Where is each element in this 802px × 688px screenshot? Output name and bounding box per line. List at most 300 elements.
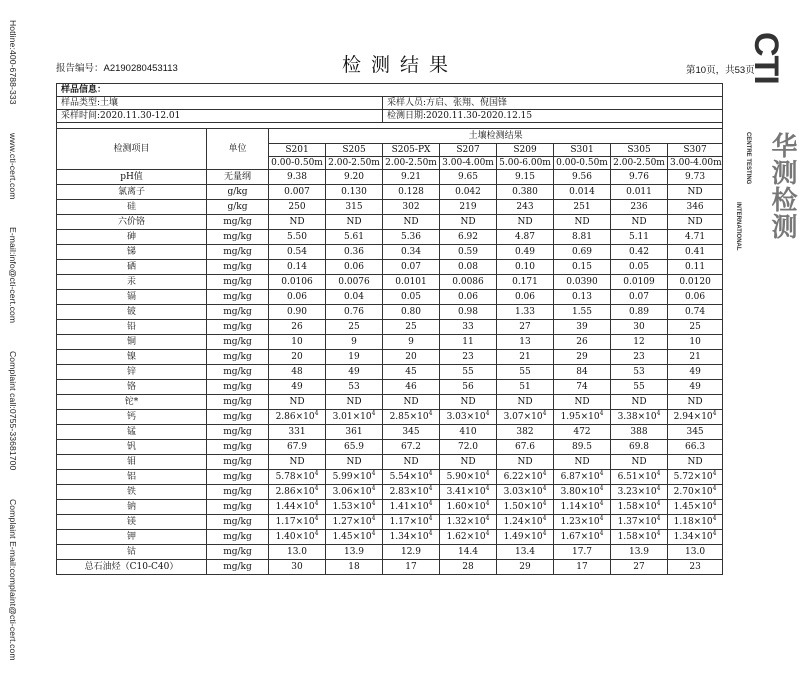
sample-depth-header: 0.00-0.50m xyxy=(554,157,611,170)
table-row xyxy=(57,245,723,260)
result-value xyxy=(440,230,497,245)
result-value-text: ND xyxy=(460,396,476,407)
result-value xyxy=(269,260,326,275)
table-row xyxy=(57,365,723,380)
result-value xyxy=(497,245,554,260)
result-value-text: ND xyxy=(631,216,647,227)
table-row xyxy=(57,410,723,425)
result-value xyxy=(440,275,497,290)
result-value xyxy=(611,545,668,560)
exponent: 4 xyxy=(485,499,490,507)
unit: mg/kg xyxy=(207,260,269,275)
result-value-text: 302 xyxy=(402,201,420,212)
result-value xyxy=(554,305,611,320)
result-value-text: 5.72×10 xyxy=(673,471,713,482)
result-value-text: 8.81 xyxy=(571,231,593,242)
exponent: 4 xyxy=(542,514,547,522)
result-value-text: 20 xyxy=(291,351,303,362)
result-value-text: 1.53×10 xyxy=(332,501,372,512)
result-value-text: 2.86×10 xyxy=(275,486,315,497)
result-value-text: 1.18×10 xyxy=(673,516,713,527)
result-value-text: 0.042 xyxy=(455,186,481,197)
unit: mg/kg xyxy=(207,305,269,320)
result-value xyxy=(668,305,723,320)
result-value xyxy=(497,500,554,515)
exponent: 4 xyxy=(485,484,490,492)
result-value-text: 4.71 xyxy=(685,231,706,242)
result-value xyxy=(269,200,326,215)
result-value xyxy=(611,515,668,530)
result-value-text: 1.45×10 xyxy=(332,531,372,542)
item-header: 检测项目 xyxy=(57,129,207,170)
table-row xyxy=(57,305,723,320)
result-value-text: 9 xyxy=(408,336,414,347)
result-value-text: ND xyxy=(460,456,476,467)
result-value xyxy=(383,335,440,350)
result-value xyxy=(497,530,554,545)
result-value-text: 5.78×10 xyxy=(275,471,315,482)
exponent: 4 xyxy=(599,529,604,537)
result-value xyxy=(440,215,497,230)
result-value xyxy=(668,215,723,230)
result-value xyxy=(383,545,440,560)
result-value xyxy=(383,305,440,320)
result-value-text: 0.34 xyxy=(400,246,422,257)
result-value xyxy=(269,470,326,485)
result-value xyxy=(554,200,611,215)
contact-line: Complaint E-mail:complaint@cti-cert.com xyxy=(8,498,18,661)
result-value-text: 0.05 xyxy=(628,261,650,272)
result-value-text: 0.0106 xyxy=(281,276,313,287)
table-row xyxy=(57,545,723,560)
result-value-text: 1.17×10 xyxy=(389,516,429,527)
exponent: 4 xyxy=(656,529,661,537)
result-value-text: 29 xyxy=(519,561,531,572)
result-value xyxy=(668,425,723,440)
result-value-text: 0.89 xyxy=(628,306,650,317)
result-value-text: 6.22×10 xyxy=(503,471,543,482)
result-value-text: ND xyxy=(517,396,533,407)
result-value-text: 17 xyxy=(405,561,417,572)
table-row xyxy=(57,425,723,440)
result-value-text: 1.34×10 xyxy=(389,531,429,542)
result-value xyxy=(269,425,326,440)
exponent: 4 xyxy=(428,499,433,507)
result-value-text: 0.76 xyxy=(343,306,365,317)
result-value xyxy=(497,275,554,290)
table-row xyxy=(57,335,723,350)
result-value xyxy=(554,185,611,200)
result-value xyxy=(269,275,326,290)
result-value xyxy=(611,365,668,380)
result-value-text: 1.55 xyxy=(571,306,593,317)
result-value-text: 3.03×10 xyxy=(503,486,543,497)
result-value xyxy=(554,455,611,470)
result-value-text: 2.83×10 xyxy=(389,486,429,497)
result-value-text: 25 xyxy=(405,321,417,332)
result-value-text: 6.51×10 xyxy=(617,471,657,482)
result-value xyxy=(611,200,668,215)
result-value-text: 0.0390 xyxy=(566,276,598,287)
test-item: 镉 xyxy=(57,290,207,305)
result-value-text: 0.13 xyxy=(571,291,593,302)
result-value xyxy=(668,170,723,185)
result-value-text: 1.67×10 xyxy=(560,531,600,542)
test-item: 铁 xyxy=(57,485,207,500)
result-value xyxy=(554,275,611,290)
result-value-text: 1.44×10 xyxy=(275,501,315,512)
exponent: 4 xyxy=(314,514,319,522)
result-value xyxy=(326,185,383,200)
result-value xyxy=(269,500,326,515)
table-row xyxy=(57,230,723,245)
result-value xyxy=(440,170,497,185)
exponent: 4 xyxy=(485,529,490,537)
result-value xyxy=(440,425,497,440)
result-value-text: 53 xyxy=(633,366,645,377)
result-value-text: ND xyxy=(289,396,305,407)
unit: mg/kg xyxy=(207,545,269,560)
result-value xyxy=(554,545,611,560)
test-item: 锑 xyxy=(57,245,207,260)
result-value xyxy=(440,410,497,425)
result-value-text: 49 xyxy=(291,381,303,392)
result-value-text: 0.69 xyxy=(571,246,593,257)
result-value-text: 23 xyxy=(633,351,645,362)
result-value xyxy=(269,290,326,305)
table-row xyxy=(57,320,723,335)
table-row xyxy=(57,350,723,365)
result-value xyxy=(668,380,723,395)
exponent: 4 xyxy=(428,469,433,477)
exponent: 4 xyxy=(712,514,717,522)
result-value xyxy=(269,305,326,320)
result-value-text: 0.128 xyxy=(398,186,424,197)
result-value-text: 33 xyxy=(462,321,474,332)
exponent: 4 xyxy=(712,484,717,492)
result-value xyxy=(383,500,440,515)
result-value-text: 0.59 xyxy=(457,246,479,257)
exponent: 4 xyxy=(712,499,717,507)
exponent: 4 xyxy=(428,514,433,522)
result-value xyxy=(554,500,611,515)
result-value xyxy=(326,305,383,320)
result-value xyxy=(611,275,668,290)
test-item: 铝 xyxy=(57,470,207,485)
group-header: 土壤检测结果 xyxy=(269,129,723,144)
exponent: 4 xyxy=(371,499,376,507)
exponent: 4 xyxy=(599,484,604,492)
result-value xyxy=(554,215,611,230)
result-value-text: 1.27×10 xyxy=(332,516,372,527)
result-value xyxy=(668,470,723,485)
result-value-text: 361 xyxy=(345,426,363,437)
result-value xyxy=(497,515,554,530)
sample-depth-header: 2.00-2.50m xyxy=(611,157,668,170)
result-value xyxy=(611,485,668,500)
result-value xyxy=(554,380,611,395)
result-value-text: ND xyxy=(460,216,476,227)
sample-id-header: S305 xyxy=(611,144,668,157)
result-value-text: 46 xyxy=(405,381,417,392)
test-item: 铜 xyxy=(57,335,207,350)
result-value xyxy=(269,215,326,230)
result-value xyxy=(440,365,497,380)
sample-type: 样品类型:土壤 xyxy=(57,97,383,110)
table-row xyxy=(57,500,723,515)
contact-line: Complaint call:0755-33681700 xyxy=(8,351,18,471)
result-value-text: 0.54 xyxy=(286,246,308,257)
exponent: 4 xyxy=(314,484,319,492)
result-value xyxy=(440,515,497,530)
result-value xyxy=(326,455,383,470)
unit: mg/kg xyxy=(207,395,269,410)
result-value xyxy=(326,275,383,290)
result-value-text: 9.76 xyxy=(628,171,650,182)
result-value xyxy=(326,200,383,215)
result-value xyxy=(326,380,383,395)
unit: g/kg xyxy=(207,200,269,215)
result-value-text: 28 xyxy=(462,561,474,572)
result-value xyxy=(611,335,668,350)
result-value-text: 9.15 xyxy=(514,171,536,182)
result-value xyxy=(383,515,440,530)
result-value-text: 0.10 xyxy=(514,261,536,272)
result-value xyxy=(326,560,383,575)
result-value xyxy=(554,560,611,575)
result-value-text: 49 xyxy=(689,381,701,392)
result-value xyxy=(269,320,326,335)
result-value xyxy=(440,245,497,260)
test-item: 钙 xyxy=(57,410,207,425)
result-value xyxy=(554,230,611,245)
result-value xyxy=(668,545,723,560)
result-value-text: 13.9 xyxy=(628,546,650,557)
results-table xyxy=(56,83,723,575)
result-value-text: 23 xyxy=(462,351,474,362)
result-value xyxy=(668,185,723,200)
result-value-text: 1.37×10 xyxy=(617,516,657,527)
table-row xyxy=(57,395,723,410)
result-value-text: 251 xyxy=(573,201,591,212)
test-item: 铅 xyxy=(57,320,207,335)
result-value-text: 382 xyxy=(516,426,534,437)
result-value xyxy=(383,395,440,410)
result-value xyxy=(440,305,497,320)
exponent: 4 xyxy=(314,409,319,417)
result-value xyxy=(554,170,611,185)
result-value xyxy=(326,245,383,260)
result-value-text: 0.0101 xyxy=(395,276,427,287)
result-value-text: 0.0120 xyxy=(679,276,711,287)
result-value xyxy=(269,560,326,575)
result-value-text: 0.0076 xyxy=(338,276,370,287)
result-value-text: 10 xyxy=(689,336,701,347)
table-row xyxy=(57,260,723,275)
result-value xyxy=(497,350,554,365)
result-value xyxy=(611,425,668,440)
result-value xyxy=(497,380,554,395)
test-item: 锌 xyxy=(57,365,207,380)
result-value-text: 48 xyxy=(291,366,303,377)
report-number: 报告编号：A2190280453113 xyxy=(56,63,178,74)
result-value xyxy=(497,485,554,500)
test-item: 硒 xyxy=(57,260,207,275)
test-item: 镍 xyxy=(57,350,207,365)
unit: mg/kg xyxy=(207,410,269,425)
result-value-text: 45 xyxy=(405,366,417,377)
result-value xyxy=(668,515,723,530)
result-value xyxy=(326,215,383,230)
result-value-text: 74 xyxy=(576,381,588,392)
result-value-text: 3.07×10 xyxy=(503,411,543,422)
result-value-text: 49 xyxy=(689,366,701,377)
result-value xyxy=(611,440,668,455)
sample-depth-header: 2.00-2.50m xyxy=(383,157,440,170)
exponent: 4 xyxy=(314,529,319,537)
result-value-text: 1.62×10 xyxy=(446,531,486,542)
result-value-text: ND xyxy=(346,216,362,227)
result-value xyxy=(326,545,383,560)
result-value-text: 0.49 xyxy=(514,246,536,257)
result-value xyxy=(497,545,554,560)
result-value xyxy=(611,305,668,320)
logo-brand: CTI xyxy=(747,32,785,84)
table-row xyxy=(57,200,723,215)
result-value-text: ND xyxy=(574,396,590,407)
table-row xyxy=(57,515,723,530)
result-value xyxy=(611,215,668,230)
sample-depth-header: 5.00-6.00m xyxy=(497,157,554,170)
result-value xyxy=(383,230,440,245)
unit: mg/kg xyxy=(207,470,269,485)
exponent: 4 xyxy=(314,499,319,507)
unit: mg/kg xyxy=(207,515,269,530)
result-value xyxy=(269,545,326,560)
result-value xyxy=(668,245,723,260)
unit: 无量纲 xyxy=(207,170,269,185)
result-value xyxy=(269,230,326,245)
result-value-text: 0.42 xyxy=(628,246,650,257)
table-row xyxy=(57,215,723,230)
result-value xyxy=(497,440,554,455)
table-row xyxy=(57,380,723,395)
result-value-text: 55 xyxy=(462,366,474,377)
exponent: 4 xyxy=(599,499,604,507)
result-value-text: 55 xyxy=(633,381,645,392)
result-value xyxy=(383,275,440,290)
result-value-text: ND xyxy=(687,216,703,227)
result-value-text: 17.7 xyxy=(571,546,593,557)
result-value xyxy=(269,380,326,395)
table-row xyxy=(57,470,723,485)
result-value xyxy=(497,290,554,305)
result-value xyxy=(326,335,383,350)
exponent: 4 xyxy=(371,529,376,537)
result-value xyxy=(326,230,383,245)
result-value-text: 5.36 xyxy=(400,231,422,242)
result-value xyxy=(668,320,723,335)
sample-id-header: S207 xyxy=(440,144,497,157)
sample-depth-header: 3.00-4.00m xyxy=(668,157,723,170)
exponent: 4 xyxy=(428,484,433,492)
result-value-text: ND xyxy=(403,456,419,467)
result-value-text: 39 xyxy=(576,321,588,332)
unit: mg/kg xyxy=(207,440,269,455)
result-value-text: 0.0109 xyxy=(623,276,655,287)
test-item: 氯离子 xyxy=(57,185,207,200)
result-value xyxy=(326,365,383,380)
sample-depth-header: 0.00-0.50m xyxy=(269,157,326,170)
result-value xyxy=(554,395,611,410)
unit-header: 单位 xyxy=(207,129,269,170)
exponent: 4 xyxy=(712,409,717,417)
result-value-text: 20 xyxy=(405,351,417,362)
sample-id-header: S301 xyxy=(554,144,611,157)
unit: mg/kg xyxy=(207,560,269,575)
result-value xyxy=(269,365,326,380)
result-value-text: ND xyxy=(403,396,419,407)
result-value-text: 0.41 xyxy=(685,246,706,257)
left-contact-strip xyxy=(2,20,18,661)
result-value-text: 53 xyxy=(348,381,360,392)
result-value-text: 1.40×10 xyxy=(275,531,315,542)
result-value-text: 3.38×10 xyxy=(617,411,657,422)
result-value xyxy=(611,290,668,305)
result-value-text: 0.15 xyxy=(571,261,593,272)
result-value-text: ND xyxy=(289,216,305,227)
sample-id-header: S209 xyxy=(497,144,554,157)
contact-info xyxy=(4,20,18,661)
exponent: 4 xyxy=(542,529,547,537)
result-value-text: 236 xyxy=(630,201,648,212)
table-row xyxy=(57,275,723,290)
result-value xyxy=(668,485,723,500)
result-value-text: ND xyxy=(289,456,305,467)
result-value-text: 3.03×10 xyxy=(446,411,486,422)
result-value xyxy=(326,425,383,440)
result-value-text: 5.54×10 xyxy=(389,471,429,482)
result-value-text: 1.41×10 xyxy=(389,501,429,512)
result-value-text: 17 xyxy=(576,561,588,572)
result-value xyxy=(668,560,723,575)
result-value xyxy=(383,560,440,575)
test-item: 铬 xyxy=(57,380,207,395)
result-value-text: 1.49×10 xyxy=(503,531,543,542)
result-value xyxy=(497,425,554,440)
result-value-text: ND xyxy=(631,456,647,467)
table-row xyxy=(57,485,723,500)
sample-info-row-2 xyxy=(57,110,723,123)
result-value xyxy=(383,380,440,395)
result-value-text: 3.06×10 xyxy=(332,486,372,497)
result-value-text: 0.14 xyxy=(286,261,308,272)
result-value-text: ND xyxy=(687,456,703,467)
result-value xyxy=(269,245,326,260)
result-value xyxy=(383,455,440,470)
table-row xyxy=(57,455,723,470)
result-value xyxy=(383,185,440,200)
result-value-text: 0.130 xyxy=(341,186,367,197)
result-value-text: 1.24×10 xyxy=(503,516,543,527)
test-item: 钠 xyxy=(57,500,207,515)
unit: mg/kg xyxy=(207,425,269,440)
result-value-text: 219 xyxy=(459,201,477,212)
result-value xyxy=(269,530,326,545)
exponent: 4 xyxy=(712,529,717,537)
result-value-text: 3.23×10 xyxy=(617,486,657,497)
result-value-text: 1.17×10 xyxy=(275,516,315,527)
